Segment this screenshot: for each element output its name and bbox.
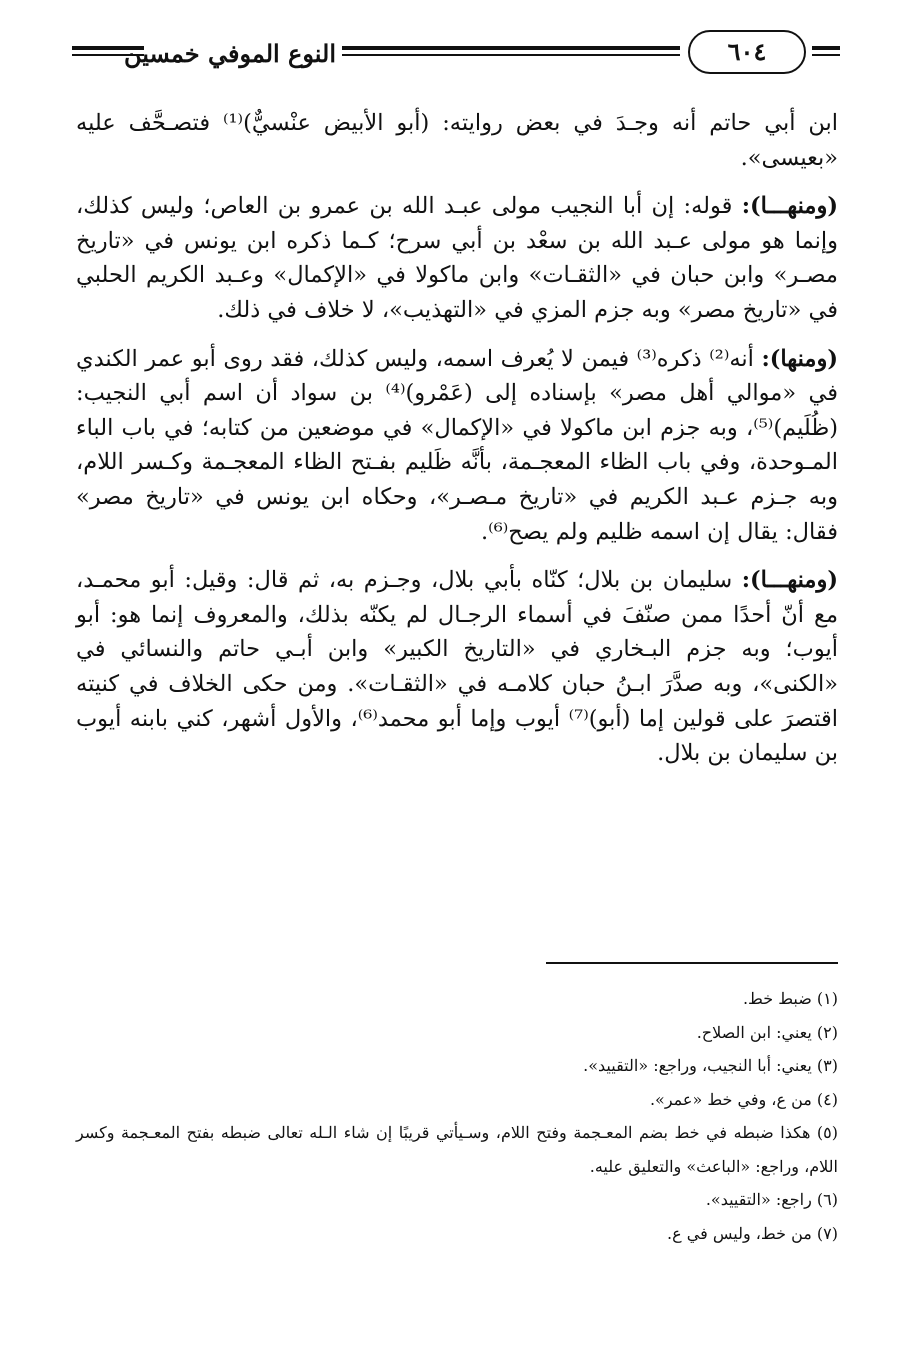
footnotes: [76, 982, 838, 1250]
paragraph: [76, 563, 838, 771]
header-rule-thick: [342, 46, 680, 50]
paragraph-lead: (ومنها):: [761, 345, 838, 372]
header-rule-right: [812, 46, 840, 60]
paragraph-text: ابن أبي حاتم أنه وجـدَ في بعض روايته: (أبو الأبيض عنْسيٌّ)⁽¹⁾ فتصـحَّف عليه «بعيسى».: [76, 110, 838, 171]
footnote: (٣) يعني: أبا النجيب، وراجع: «التقييد».: [583, 1056, 838, 1075]
header-rule-thin: [342, 54, 680, 56]
header-rule-thin: [812, 54, 840, 56]
footnote: (٧) من خط، وليس في ع.: [667, 1223, 838, 1243]
page-number: ٦٠٤: [688, 30, 806, 74]
paragraph-lead: (ومنهـــا):: [741, 193, 838, 220]
paragraph-lead: (ومنهـــا):: [741, 567, 838, 594]
running-title: النوع الموفي خمسين: [123, 39, 336, 68]
paragraph: [76, 189, 838, 327]
paragraph: [76, 106, 838, 175]
main-text: [76, 106, 838, 771]
paragraph-text: أنه⁽²⁾ ذكره⁽³⁾ فيمن لا يُعرف اسمه، وليس كذلك، فقد روى أبو عمر الكندي في «موالي أهل مصر» بإسناده إلى (عَمْرو)⁽⁴⁾ بن سواد أن اسم أبي النجيب: (ظُلَيم)⁽⁵⁾، وبه جزم ابن ماكولا في «الإكمال» في موضعين من كتابه؛ في باب الباء المـوحدة، وفي باب الظاء المعجـمة، بأنَّه ظَليم بفـتح الظاء المعجـمة وكـسر اللام، وبه جـزم عـبد الكريم في «تاريخ مـصـر»، وحكاه ابن يونس في «تاريخ مصر» فقال: يقال إن اسمه ظليم ولم يصح⁽⁶⁾.: [76, 345, 838, 545]
header-rule-thick: [812, 46, 840, 50]
header-rule-middle: [342, 46, 680, 60]
footnote: (٢) يعني: ابن الصلاح.: [696, 1022, 838, 1042]
paragraph-text: سليمان بن بلال؛ كنّاه بأبي بلال، وجـزم به، ثم قال: وقيل: أبو محمـد، مع أنّ أحدًا ممن صنّفَ في أسماء الرجـال لم يكنّه بذلك، والمعروف إنما هو: أبو أيوب؛ وبه جزم البـخاري في «التاريخ الكبير» وابن أبـي حاتم والنسائي في «الكنى»، وبه صدَّرَ ابـنُ حبان كلامـه في «الثقـات». ومن حكى الخلاف في كنيته اقتصرَ على قولين إما (أبو)⁽⁷⁾ أيوب وإما أبو محمد⁽⁶⁾، والأول أشهر، كني بابنه أيوب بن سليمان بن بلال.: [76, 567, 838, 767]
footnote: (٦) راجع: «التقييد».: [705, 1190, 838, 1209]
footnote: (٤) من ع، وفي خط «عمر».: [649, 1089, 838, 1109]
footnote: (١) ضبط خط.: [742, 989, 838, 1008]
footnote-separator: [546, 962, 838, 964]
paragraph: [76, 342, 838, 550]
page-header: [70, 28, 840, 80]
footnote: (٥) هكذا ضبطه في خط بضم المعـجمة وفتح اللام، وسـيأتي قريبًا إن شاء الـله تعالى ضبطه بفتح المعـجمة وكسر اللام، وراجع: «الباعث» والتعليق عليه.: [76, 1123, 838, 1176]
paragraph-text: قوله: إن أبا النجيب مولى عبـد الله بن عمرو بن العاص؛ وليس كذلك، وإنما هو مولى عـبد الله بن سعْد بن أبي سرح؛ كـما ذكره ابن يونس في «تاريخ مصـر» وابن حبان في «الثقـات» وابن ماكولا في «الإكمال» وعـبد الكريم الحلبي في «تاريخ مصر» وبه جزم المزي في «التهذيب»، لا خلاف في ذلك.: [76, 193, 838, 323]
